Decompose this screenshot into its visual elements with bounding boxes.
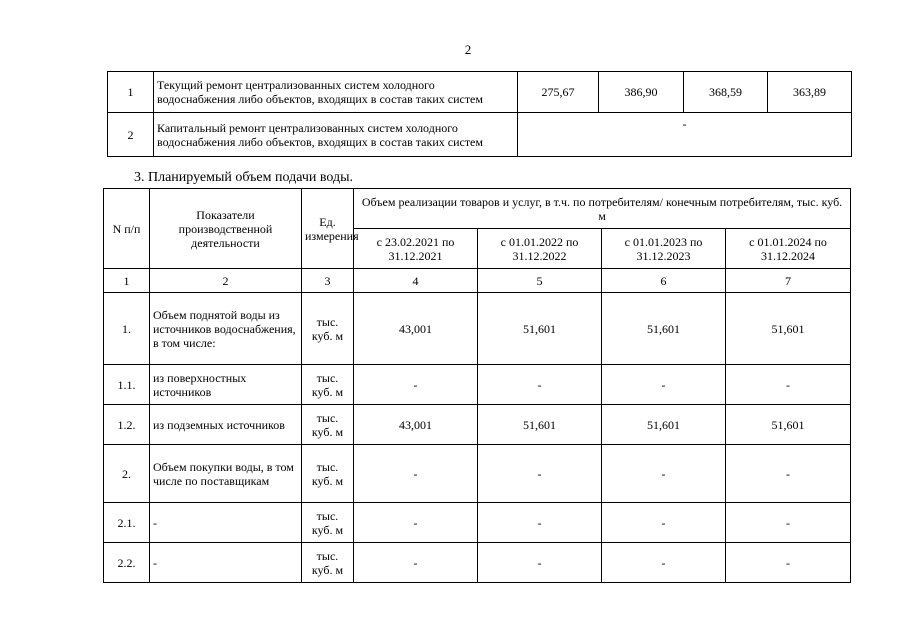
- row-number: 1.2.: [104, 405, 150, 445]
- row-name: из поверхностных источников: [150, 365, 302, 405]
- row-number: 1: [108, 72, 154, 113]
- value-cell: 363,89: [768, 72, 852, 113]
- table-row: [104, 405, 851, 445]
- column-number: 7: [726, 269, 851, 293]
- value-cell: -: [602, 543, 726, 583]
- table-row: [104, 503, 851, 543]
- column-number: 5: [478, 269, 602, 293]
- header-period: с 01.01.2023 по 31.12.2023: [602, 229, 726, 269]
- water-supply-table: [103, 188, 851, 583]
- value-cell: 275,67: [518, 72, 599, 113]
- value-cell: -: [726, 503, 851, 543]
- value-cell: 51,601: [726, 405, 851, 445]
- table-row: [104, 445, 851, 503]
- row-number: 1.: [104, 293, 150, 365]
- value-cell: -: [602, 365, 726, 405]
- value-cell: 368,59: [684, 72, 768, 113]
- row-name: из подземных источников: [150, 405, 302, 445]
- value-cell: 51,601: [478, 293, 602, 365]
- row-unit: тыс. куб. м: [302, 445, 354, 503]
- value-cell: 386,90: [599, 72, 684, 113]
- row-number: 2.: [104, 445, 150, 503]
- header-row: [104, 189, 851, 229]
- value-cell: 43,001: [354, 405, 478, 445]
- header-period: с 01.01.2022 по 31.12.2022: [478, 229, 602, 269]
- value-cell: -: [602, 503, 726, 543]
- header-indicator: Показатели производственной деятельности: [150, 189, 302, 269]
- column-number: 2: [150, 269, 302, 293]
- row-number: 1.1.: [104, 365, 150, 405]
- value-cell: -: [726, 365, 851, 405]
- column-number: 3: [302, 269, 354, 293]
- table-row: [104, 293, 851, 365]
- header-num: N п/п: [104, 189, 150, 269]
- value-cell: 51,601: [602, 293, 726, 365]
- table-row: [104, 543, 851, 583]
- merged-value-cell: -: [518, 113, 852, 157]
- table-row: [104, 365, 851, 405]
- row-text: Текущий ремонт централизованных систем холодного водоснабжения либо объектов, входящих в состав таких систем: [154, 72, 518, 113]
- row-number: 2.1.: [104, 503, 150, 543]
- column-numbers-row: [104, 269, 851, 293]
- row-number: 2.2.: [104, 543, 150, 583]
- value-cell: -: [726, 543, 851, 583]
- value-cell: -: [354, 445, 478, 503]
- value-cell: 43,001: [354, 293, 478, 365]
- row-text: Капитальный ремонт централизованных систем холодного водоснабжения либо объектов, входящих в состав таких систем: [154, 113, 518, 157]
- header-period: с 01.01.2024 по 31.12.2024: [726, 229, 851, 269]
- column-number: 4: [354, 269, 478, 293]
- value-cell: -: [478, 503, 602, 543]
- header-period: с 23.02.2021 по 31.12.2021: [354, 229, 478, 269]
- page-number: 2: [464, 42, 472, 57]
- value-cell: 51,601: [726, 293, 851, 365]
- repair-table: [107, 71, 852, 157]
- value-cell: -: [478, 445, 602, 503]
- column-number: 1: [104, 269, 150, 293]
- row-number: 2: [108, 113, 154, 157]
- header-unit: Ед. измерения: [302, 189, 354, 269]
- row-unit: тыс. куб. м: [302, 365, 354, 405]
- row-unit: тыс. куб. м: [302, 405, 354, 445]
- table-row: [108, 113, 852, 157]
- table-row: [108, 72, 852, 113]
- value-cell: -: [478, 365, 602, 405]
- row-name: -: [150, 503, 302, 543]
- value-cell: -: [354, 503, 478, 543]
- row-unit: тыс. куб. м: [302, 543, 354, 583]
- row-name: Объем покупки воды, в том числе по поставщикам: [150, 445, 302, 503]
- section-title: 3. Планируемый объем подачи воды.: [134, 170, 354, 185]
- row-unit: тыс. куб. м: [302, 293, 354, 365]
- value-cell: -: [354, 365, 478, 405]
- row-name: Объем поднятой воды из источников водоснабжения, в том числе:: [150, 293, 302, 365]
- value-cell: -: [478, 543, 602, 583]
- value-cell: 51,601: [478, 405, 602, 445]
- value-cell: -: [354, 543, 478, 583]
- header-volume: Объем реализации товаров и услуг, в т.ч. по потребителям/ конечным потребителям, тыс. куб. м: [354, 189, 851, 229]
- row-unit: тыс. куб. м: [302, 503, 354, 543]
- column-number: 6: [602, 269, 726, 293]
- value-cell: -: [726, 445, 851, 503]
- value-cell: 51,601: [602, 405, 726, 445]
- value-cell: -: [602, 445, 726, 503]
- row-name: -: [150, 543, 302, 583]
